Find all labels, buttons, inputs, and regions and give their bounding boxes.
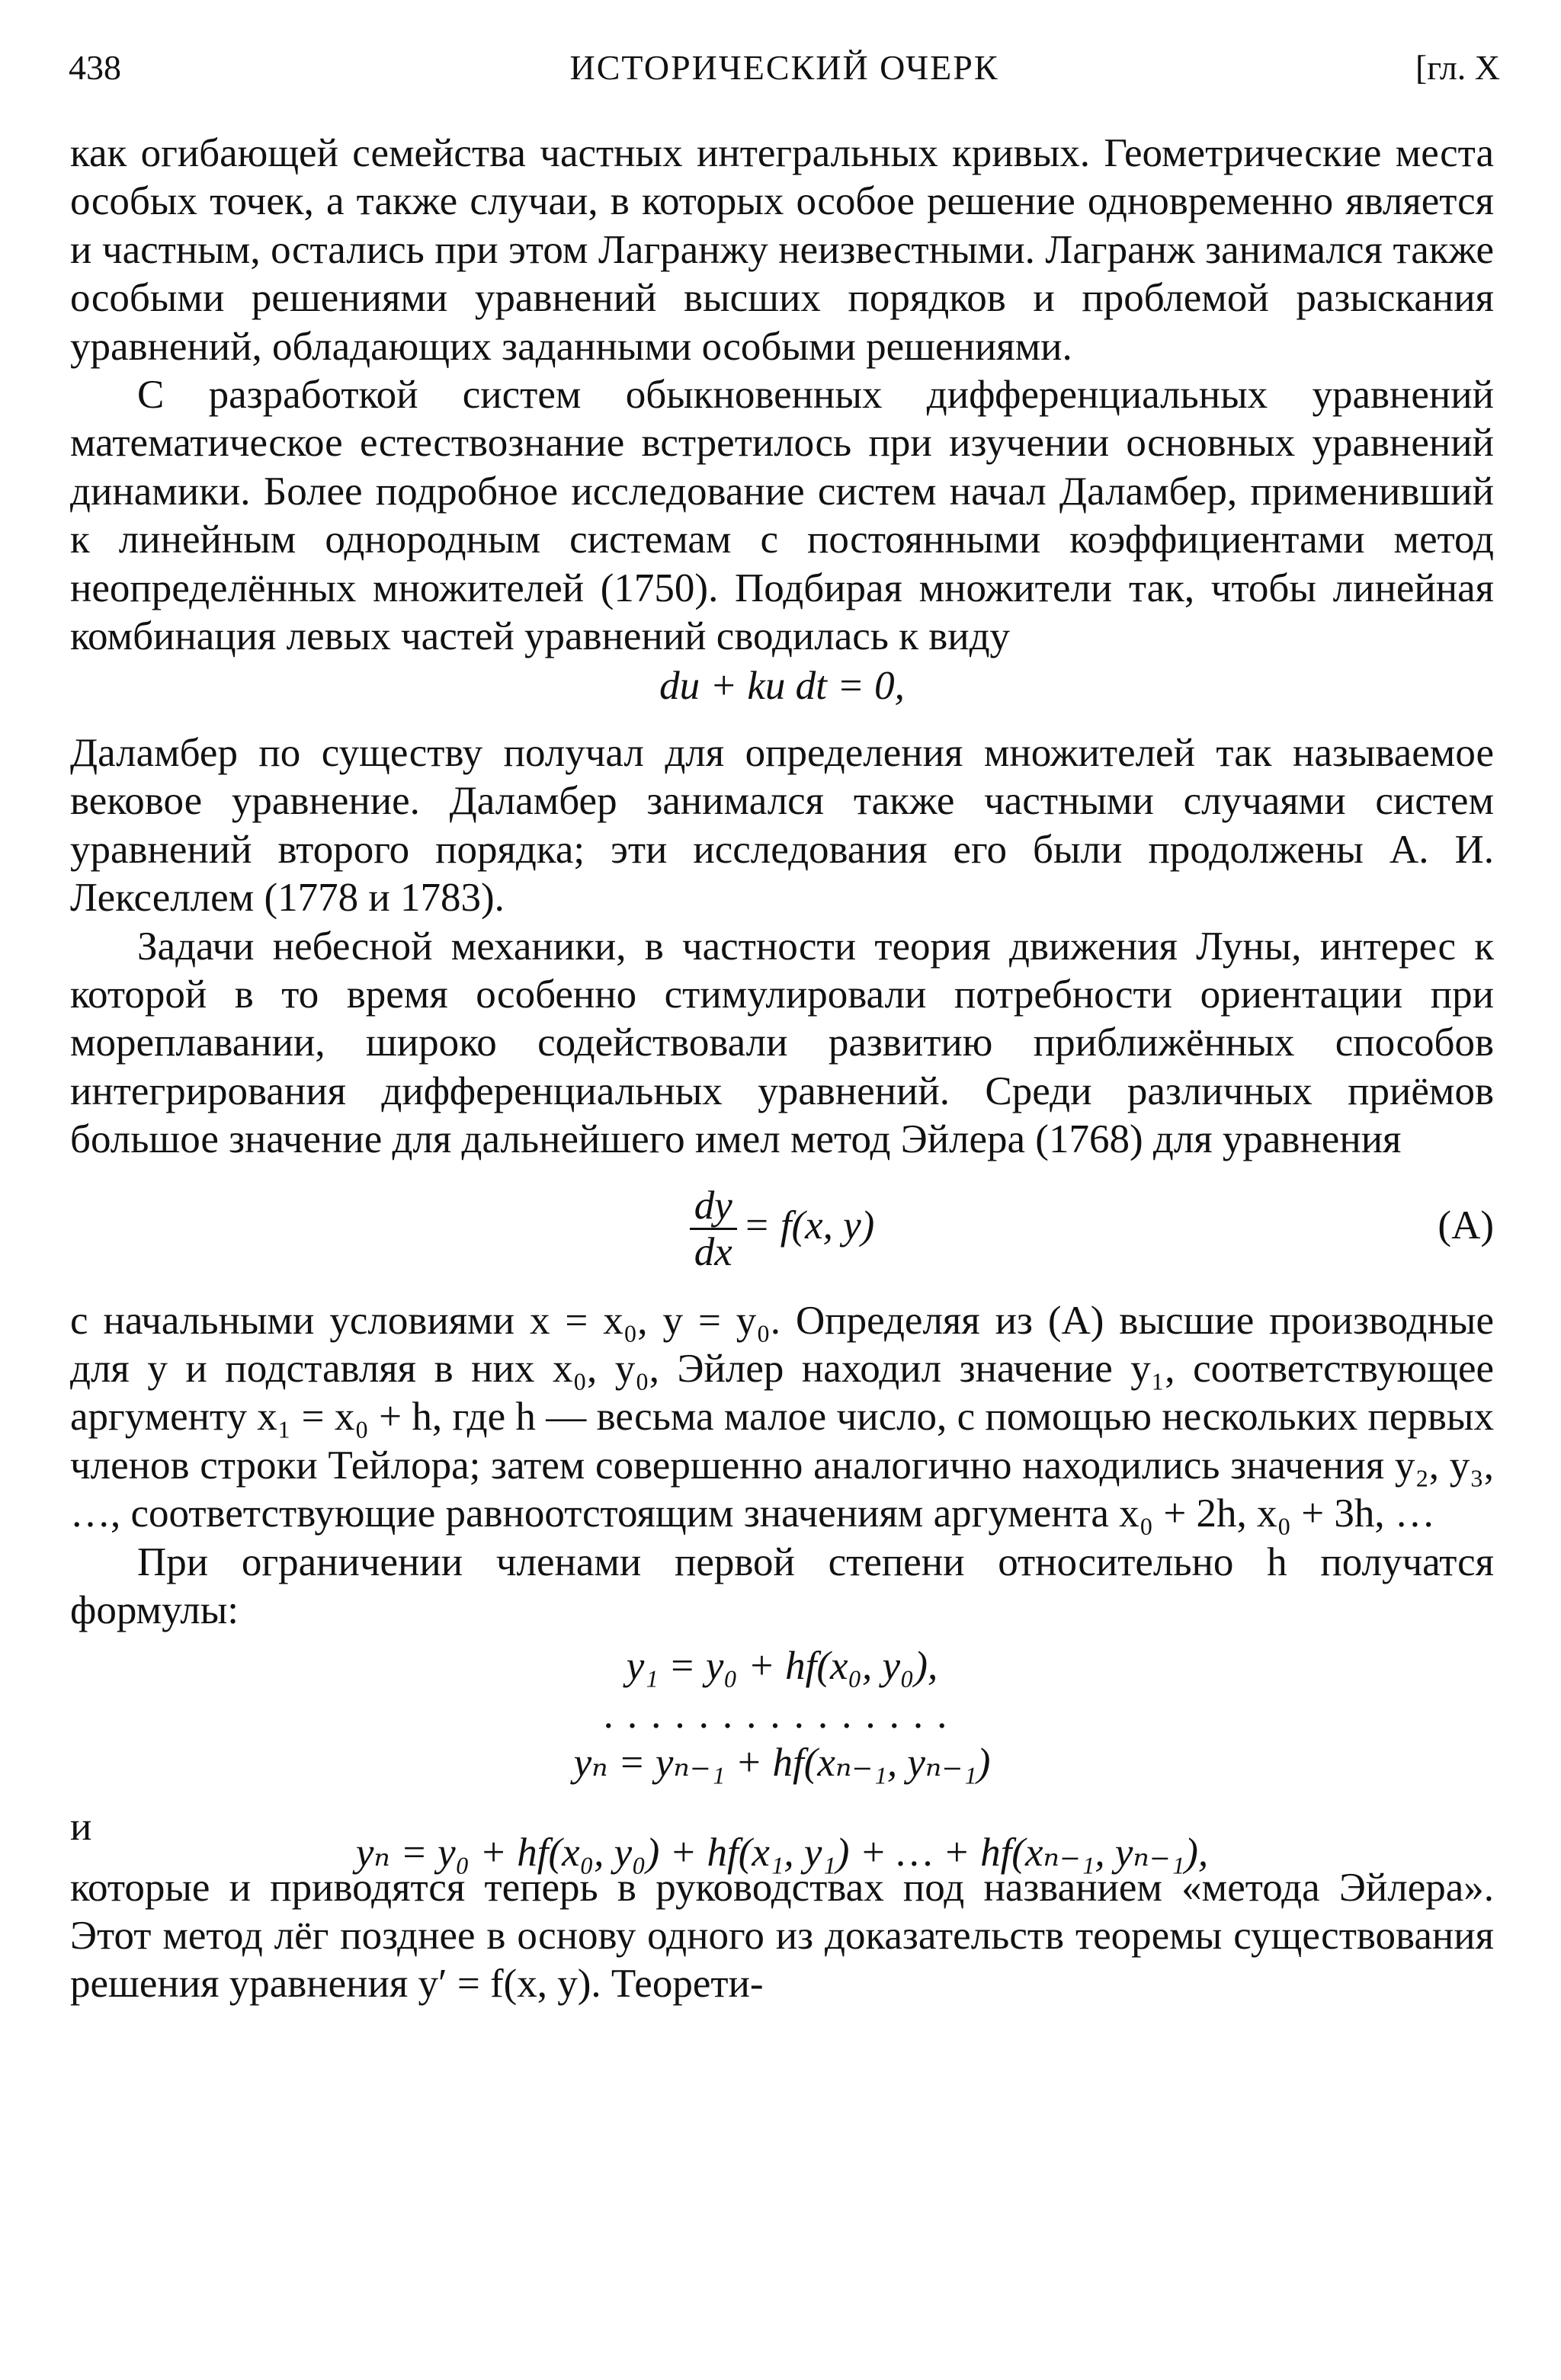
page-header <box>69 47 1500 93</box>
paragraph-6: При ограничении членами первой степени относительно h получатся формулы: <box>70 1539 1494 1632</box>
equation-tag: (A) <box>1438 1203 1494 1248</box>
equation-euler-first: y₁ = y₀ + hf(x₀, y₀), <box>626 1644 938 1689</box>
paragraph-1: как огибающей семейства частных интегральных кривых. Геометрические места особых точек, а также случаи, в которых особое решение одновременно является и частным, остались при этом Лагранжу неизвестными. Лагранж занимался также особыми решениями уравнений высших порядков и проблемой разыскания уравнений, обладающих заданными особыми решениями. <box>70 131 1494 369</box>
and-word: и <box>70 1804 92 1849</box>
paragraph-3: Даламбер по существу получал для определения множителей так называемое вековое уравнение. Даламбер занимался также частными случаями систем уравнений второго порядка; эти исследования его были продолжены А. И. Лекселлем (1778 и 1783). <box>70 730 1494 921</box>
and-equation-line <box>70 1803 1494 1875</box>
equation-a <box>70 1172 1494 1286</box>
equation-1: du + ku dt = 0, <box>659 664 905 709</box>
equation-euler-sum: yₙ = y₀ + hf(x₀, y₀) + hf(x₁, y₁) + … + hf(xₙ₋₁, yₙ₋₁), <box>355 1830 1209 1875</box>
paragraph-7: которые и приводятся теперь в руководствах под названием «метода Эйлера». Этот метод лёг позднее в основу одного из доказательств теоремы существования решения уравнения y′ = f(x, y). Теорети- <box>70 1865 1494 2007</box>
page-number: 438 <box>69 48 121 87</box>
paragraph-5: с начальными условиями x = x₀, y = y₀. Определяя из (A) высшие производные для y и подставляя в них x₀, y₀, Эйлер находил значение y₁, соответствующее аргументу x₁ = x₀ + h, где h — весьма малое число, с помощью нескольких первых членов строки Тейлора; затем совершенно аналогично находились значения y₂, y₃, …, соответствующие равноотстоящим значениям аргумента x₀ + 2h, x₀ + 3h, … <box>70 1298 1494 1536</box>
fraction-dy-dx <box>690 1184 737 1274</box>
running-title: ИСТОРИЧЕСКИЙ ОЧЕРК <box>569 48 999 87</box>
equation-a-rhs: = f(x, y) <box>742 1203 875 1248</box>
paragraph-2: С разработкой систем обыкновенных дифференциальных уравнений математическое естествознание встретилось при изучении основных уравнений динамики. Более подробное исследование систем начал Даламбер, применивший к линейным однородным системам с постоянными коэффициентами метод неопределённых множителей (1750). Подбирая множители так, чтобы линейная комбинация левых частей уравнений сводилась к виду <box>70 373 1494 659</box>
equation-ellipsis-row: ............... <box>603 1692 961 1737</box>
fraction-denominator: dx <box>694 1229 732 1274</box>
fraction-numerator: dy <box>690 1184 737 1230</box>
chapter-marker: [гл. X <box>1415 48 1500 87</box>
equation-euler-general: yₙ = yₙ₋₁ + hf(xₙ₋₁, yₙ₋₁) <box>573 1741 991 1786</box>
equation-a-body <box>690 1172 875 1279</box>
paragraph-4: Задачи небесной механики, в частности теория движения Луны, интерес к которой в то время особенно стимулировали потребности ориентации при мореплавании, широко содействовали развитию приближённых способов интегрирования дифференциальных уравнений. Среди различных приёмов большое значение для дальнейшего имел метод Эйлера (1768) для уравнения <box>70 924 1494 1162</box>
page-body <box>70 130 1494 2009</box>
